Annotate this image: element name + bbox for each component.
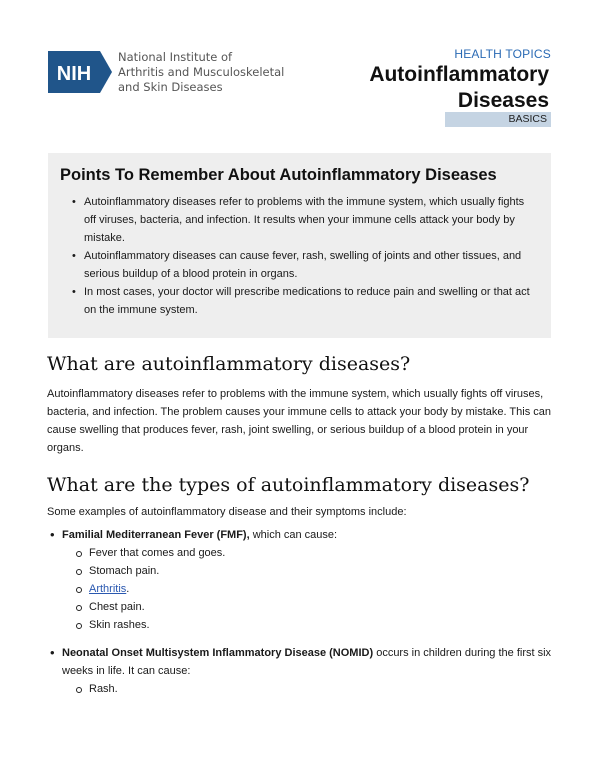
list-item [50, 526, 560, 634]
list-item: Rash. [76, 680, 560, 698]
disease-name: Familial Mediterranean Fever (FMF), [62, 529, 250, 541]
section-heading-what-are: What are autoinflammatory diseases? [47, 353, 411, 375]
list-item [50, 644, 560, 698]
section-body-what-are: Autoinflammatory diseases refer to problems with the immune system, which usually fights off viruses, bacteria, and infection. The problem causes your immune cells to attack your body by mistake. This can cause swelling that produces fever, rash, joint swelling, or serious buildup of a blood protein in your organs. [47, 388, 552, 454]
page-title-line: Autoinflammatory [369, 63, 549, 86]
points-list [60, 193, 537, 319]
list-item: Chest pain. [76, 598, 560, 616]
link-suffix: . [126, 583, 130, 595]
basics-badge: BASICS [445, 112, 551, 127]
symptom-list [62, 544, 560, 634]
points-title: Points To Remember About Autoinflammatory Diseases [60, 166, 497, 184]
list-item: • Autoinflammatory diseases can cause fever, rash, swelling of joints and other tissues, and serious buildup of a blood protein in organs. [74, 247, 537, 283]
list-item: • In most cases, your doctor will prescribe medications to reduce pain and swelling or that act on the immune system. [74, 283, 537, 319]
institute-name [118, 50, 284, 95]
list-item: Stomach pain. [76, 562, 560, 580]
nih-logo-text: NIH [56, 63, 92, 85]
list-item [76, 580, 560, 598]
points-to-remember-box [48, 153, 551, 338]
types-intro: Some examples of autoinflammatory disease and their symptoms include: [47, 506, 407, 518]
nih-logo [48, 51, 112, 93]
disease-desc: which can cause: [249, 529, 338, 541]
institute-name-line: Arthritis and Musculoskeletal [118, 65, 285, 79]
section-label: HEALTH TOPICS [454, 47, 551, 61]
institute-name-line: National Institute of [118, 50, 233, 64]
institute-name-line: and Skin Diseases [118, 80, 223, 94]
symptom-list [62, 680, 560, 698]
disease-desc: occurs in children during the first six weeks in life. It can cause: [62, 647, 552, 677]
list-item: • Autoinflammatory diseases refer to problems with the immune system, which usually fights off viruses, bacteria, and infection. It results when your immune cells attack your body by mistake. [74, 193, 537, 247]
list-item: Fever that comes and goes. [76, 544, 560, 562]
arthritis-link[interactable]: Arthritis [89, 583, 127, 595]
list-item: Skin rashes. [76, 616, 560, 634]
section-heading-types: What are the types of autoinflammatory diseases? [47, 474, 530, 496]
disease-name: Neonatal Onset Multisystem Inflammatory Disease (NOMID) [62, 647, 374, 659]
page-title [289, 62, 549, 114]
types-list [50, 526, 560, 708]
page-title-line: Diseases [457, 89, 549, 112]
